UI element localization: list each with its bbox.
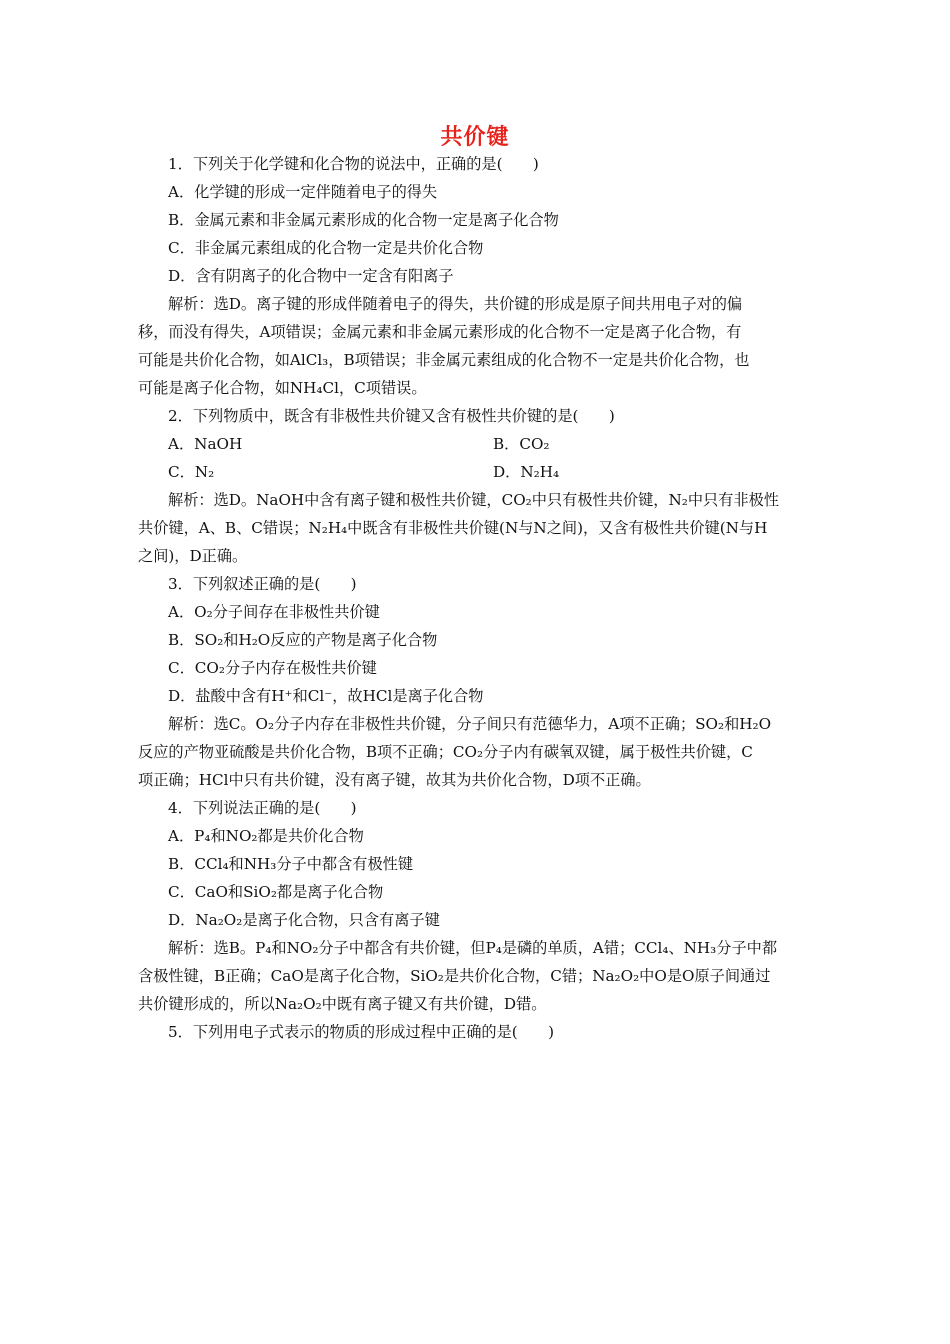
analysis-line: 解析：选B。P₄和NO₂分子中都含有共价键，但P₄是磷的单质，A错；CCl₄、NH₃分子中都 (168, 939, 778, 957)
analysis-line: 含极性键，B正确；CaO是离子化合物，SiO₂是共价化合物，C错；Na₂O₂中O是O原子间通过 (138, 967, 771, 985)
question-2-stem: 2．下列物质中，既含有非极性共价键又含有极性共价键的是( ) (168, 407, 615, 425)
analysis-line: 项正确；HCl中只有共价键，没有离子键，故其为共价化合物，D项不正确。 (138, 771, 651, 789)
document-body (138, 150, 818, 1046)
question-3-option-c: C．CO₂分子内存在极性共价键 (168, 659, 377, 677)
question-2-option-a: A．NaOH (168, 435, 243, 453)
question-3-option-b: B．SO₂和H₂O反应的产物是离子化合物 (168, 631, 438, 649)
analysis-line: 共价键形成的，所以Na₂O₂中既有离子键又有共价键，D错。 (138, 995, 547, 1013)
question-1-option-c: C．非金属元素组成的化合物一定是共价化合物 (168, 239, 484, 257)
question-1-option-b: B．金属元素和非金属元素形成的化合物一定是离子化合物 (168, 211, 559, 229)
analysis-line: 可能是共价化合物，如AlCl₃，B项错误；非金属元素组成的化合物不一定是共价化合物，也 (138, 351, 750, 369)
question-3-stem: 3．下列叙述正确的是( ) (168, 575, 357, 593)
question-3-option-d: D．盐酸中含有H⁺和Cl⁻，故HCl是离子化合物 (168, 687, 484, 705)
analysis-line: 共价键，A、B、C错误；N₂H₄中既含有非极性共价键(N与N之间)，又含有极性共价键(N与H (138, 519, 768, 537)
analysis-line: 之间)，D正确。 (138, 547, 248, 565)
question-1-stem: 1．下列关于化学键和化合物的说法中，正确的是( ) (168, 155, 539, 173)
question-4-option-b: B．CCl₄和NH₃分子中都含有极性键 (168, 855, 414, 873)
question-1-option-a: A．化学键的形成一定伴随着电子的得失 (168, 183, 438, 201)
question-2-option-b: B．CO₂ (493, 435, 550, 453)
question-3-analysis (138, 710, 818, 794)
page-title: 共价键 (440, 125, 510, 150)
question-1-option-d: D．含有阴离子的化合物中一定含有阳离子 (168, 267, 454, 285)
question-5-stem: 5．下列用电子式表示的物质的形成过程中正确的是( ) (168, 1023, 555, 1041)
question-2-analysis (138, 486, 818, 570)
question-4-analysis (138, 934, 818, 1018)
question-4-stem: 4．下列说法正确的是( ) (168, 799, 357, 817)
question-4-option-a: A．P₄和NO₂都是共价化合物 (168, 827, 364, 845)
question-3-option-a: A．O₂分子间存在非极性共价键 (168, 603, 380, 621)
question-1-analysis (138, 290, 818, 402)
question-2-options-row (138, 458, 818, 486)
analysis-line: 解析：选C。O₂分子内存在非极性共价键，分子间只有范德华力，A项不正确；SO₂和H₂O (168, 715, 772, 733)
analysis-line: 解析：选D。NaOH中含有离子键和极性共价键，CO₂中只有极性共价键，N₂中只有非极性 (168, 491, 779, 509)
analysis-line: 解析：选D。离子键的形成伴随着电子的得失，共价键的形成是原子间共用电子对的偏 (168, 295, 743, 313)
analysis-line: 可能是离子化合物，如NH₄Cl，C项错误。 (138, 379, 427, 397)
analysis-line: 反应的产物亚硫酸是共价化合物，B项不正确；CO₂分子内有碳氧双键，属于极性共价键，C (138, 743, 753, 761)
question-4-option-c: C．CaO和SiO₂都是离子化合物 (168, 883, 384, 901)
question-2-options-row (138, 430, 818, 458)
analysis-line: 移，而没有得失，A项错误；金属元素和非金属元素形成的化合物不一定是离子化合物，有 (138, 323, 742, 341)
question-2-option-d: D．N₂H₄ (493, 463, 560, 481)
question-4-option-d: D．Na₂O₂是离子化合物，只含有离子键 (168, 911, 440, 929)
question-2-option-c: C．N₂ (168, 463, 215, 481)
